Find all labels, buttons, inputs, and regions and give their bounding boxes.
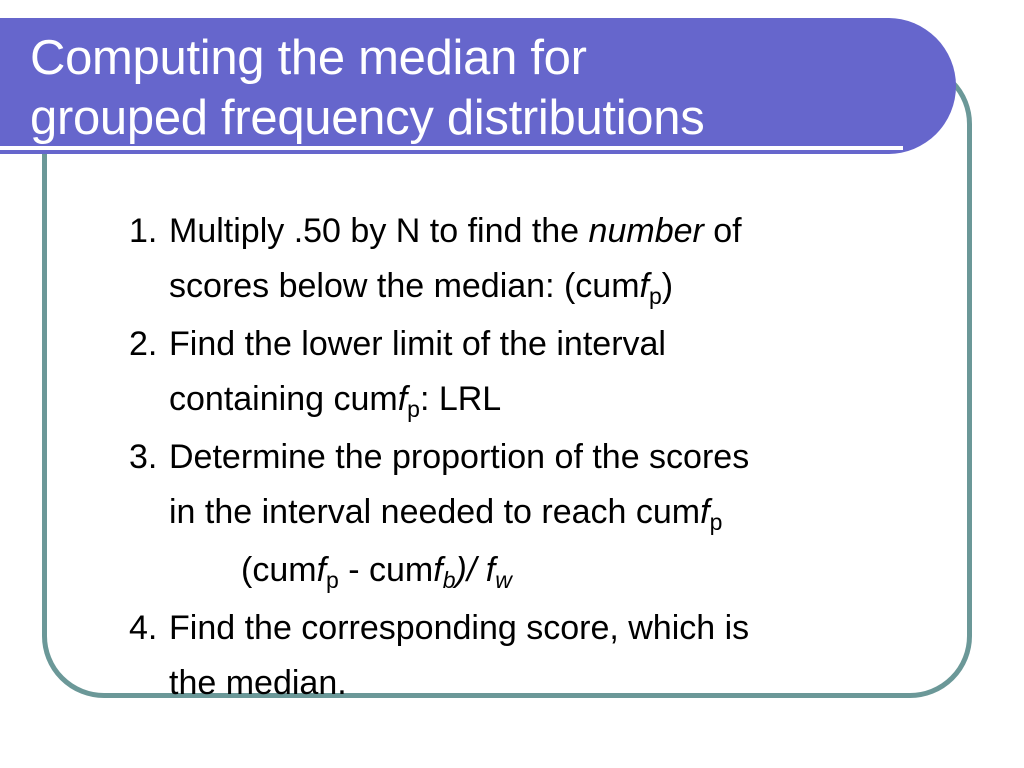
- step-3-line-1: Determine the proportion of the scores: [169, 438, 750, 476]
- slide-body: [129, 204, 979, 714]
- step-text: Multiply .50 by N to find the: [169, 212, 589, 250]
- emphasis-number: number: [588, 212, 704, 250]
- subscript-p: p: [326, 567, 339, 593]
- step-text: in the interval needed to reach cum: [169, 493, 701, 531]
- step-number: 1.: [129, 212, 158, 250]
- step-1-line-1: [169, 204, 979, 259]
- title-band: [0, 18, 956, 154]
- step-1: [129, 204, 979, 314]
- step-number: 4.: [129, 609, 158, 647]
- formula-text: (cum: [241, 551, 317, 589]
- step-1-line-2: [169, 259, 979, 314]
- step-text: scores below the median: (cum: [169, 267, 640, 305]
- formula-text: )/: [455, 551, 486, 589]
- step-number: 3.: [129, 438, 158, 476]
- subscript-b: [443, 567, 456, 593]
- formula-text: - cum: [338, 551, 434, 589]
- proportion-formula: [129, 543, 979, 598]
- symbol-f: f: [485, 551, 496, 589]
- subscript-p: p: [407, 396, 420, 422]
- title-line-1: Computing the median for: [30, 31, 587, 85]
- step-3-line-2: [169, 485, 979, 540]
- step-text: ): [661, 267, 674, 305]
- step-2-line-2: [169, 372, 979, 427]
- step-2-line-1: Find the lower limit of the interval: [169, 325, 666, 363]
- step-4: [129, 601, 979, 711]
- title-line-2: grouped frequency distributions: [30, 91, 705, 145]
- symbol-f: f: [316, 551, 327, 589]
- step-4-line-2: the median.: [169, 664, 347, 702]
- subscript-b-text: b: [442, 567, 456, 593]
- step-3: [129, 430, 979, 540]
- subscript-w-text: w: [495, 567, 512, 593]
- subscript-p: p: [649, 283, 662, 309]
- title-underline: [0, 146, 903, 150]
- slide-title: [30, 28, 704, 148]
- step-number: 2.: [129, 325, 158, 363]
- step-4-line-1: Find the corresponding score, which is: [169, 609, 750, 647]
- subscript-p: p: [709, 509, 723, 535]
- step-text: of: [703, 212, 742, 250]
- subscript-w: [495, 567, 512, 593]
- symbol-f: f: [639, 267, 649, 305]
- symbol-f: f: [700, 493, 710, 531]
- step-text: containing cum: [169, 380, 398, 418]
- step-2: [129, 317, 979, 427]
- step-text: : LRL: [419, 380, 502, 418]
- symbol-f: f: [433, 551, 443, 589]
- symbol-f: f: [397, 380, 408, 418]
